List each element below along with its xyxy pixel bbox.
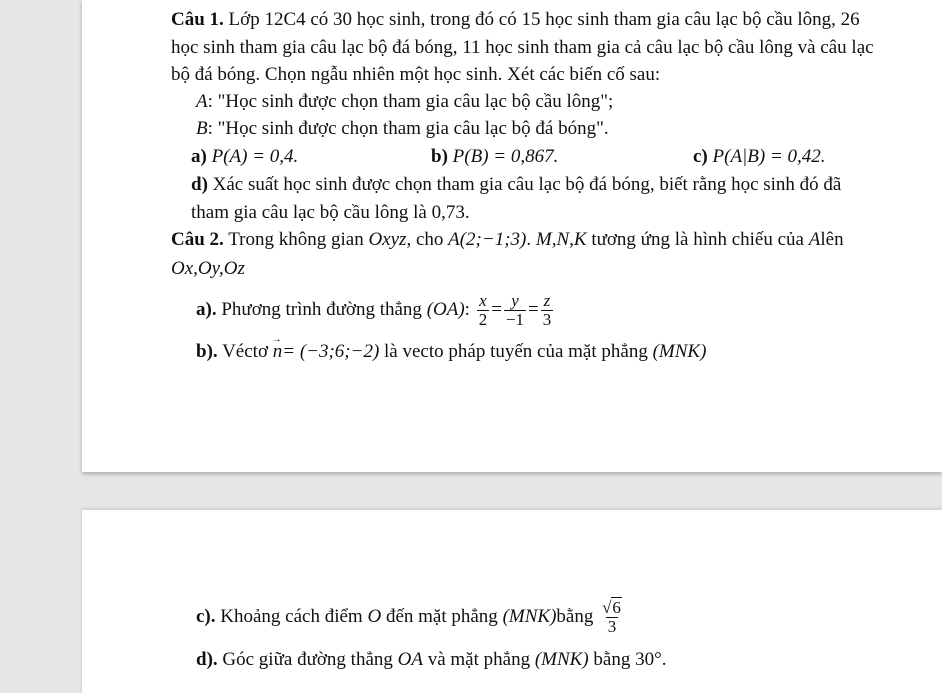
q1-option-d-label: d): [191, 174, 208, 195]
fraction-sqrt6-over-3: [600, 599, 624, 636]
q2-intro-c: .: [526, 229, 532, 250]
q2-option-a-colon: :: [464, 299, 470, 320]
q2-option-b-text-2: là vecto pháp tuyến của mặt phẳng: [384, 341, 648, 362]
q1-option-d-cont: [191, 201, 470, 225]
q2-option-c-label: c).: [196, 606, 216, 627]
q2-mnk: M,N,K: [535, 229, 587, 250]
fraction-y: [504, 292, 526, 329]
event-b-variable: B: [196, 118, 208, 139]
q2-option-c-text-3: bằng: [556, 606, 594, 627]
normal-vector-value: = (−3;6;−2): [282, 341, 380, 362]
q2-axes: Ox,Oy,Oz: [171, 258, 245, 279]
q2-option-d-label: d).: [196, 649, 218, 670]
frac-x-den: 2: [478, 310, 488, 330]
q1-option-a-expr: P(A) = 0,4.: [211, 146, 299, 167]
q1-option-a-label: a): [191, 146, 207, 167]
q2-option-d-plane: (MNK): [534, 649, 589, 670]
q2-line-1: [171, 228, 844, 252]
fraction-x: [477, 292, 490, 329]
frac-z-num: z: [543, 291, 551, 311]
q2-point-a: A: [808, 229, 821, 250]
q1-intro-line-2: học sinh tham gia câu lạc bộ đá bóng, 11 học sinh tham gia cả câu lạc bộ cầu lông và câu lạc: [171, 37, 874, 58]
q2-space: Oxyz: [368, 229, 407, 250]
q2-option-d-angle: 30°: [635, 649, 662, 670]
q2-option-a-line: (OA): [426, 299, 465, 320]
q1-line-2: [171, 36, 874, 60]
frac-sqrt-num: [600, 599, 624, 617]
q2-intro-e: lên: [820, 229, 844, 250]
q2-option-b-label: b).: [196, 341, 218, 362]
q2-intro-b: , cho: [406, 229, 444, 250]
q2-option-a: [196, 290, 555, 330]
sqrt-symbol: √6: [602, 598, 621, 618]
document-page-1: [82, 0, 942, 472]
frac-sqrt-den: 3: [607, 617, 617, 637]
q2-option-b: [196, 340, 706, 364]
q2-option-c-point: O: [367, 606, 382, 627]
equals-2: =: [528, 299, 539, 320]
q1-option-b: [431, 145, 558, 169]
frac-y-num: y: [511, 291, 519, 311]
q1-option-b-label: b): [431, 146, 448, 167]
q1-intro-line-3: bộ đá bóng. Chọn ngẫu nhiên một học sinh. Xét các biến cố sau:: [171, 64, 661, 85]
q2-intro-a: Trong không gian: [228, 229, 364, 250]
q2-option-d-text-1: Góc giữa đường thẳng: [222, 649, 393, 670]
sqrt-radicand: 6: [612, 598, 621, 618]
q2-option-b-plane: (MNK): [652, 341, 707, 362]
q1-option-d-line-1: Xác suất học sinh được chọn tham gia câu lạc bộ đá bóng, biết rằng học sinh đó đã: [212, 174, 842, 195]
normal-vector-n: → n: [273, 340, 283, 364]
q2-option-c-text-2: đến mặt phẳng: [385, 606, 498, 627]
q1-option-b-expr: P(B) = 0,867.: [452, 146, 559, 167]
q2-option-d-text-2: và mặt phẳng: [427, 649, 531, 670]
q2-option-d-text-3: bằng: [593, 649, 631, 670]
frac-y-den: −1: [505, 310, 525, 330]
q2-option-d: [196, 648, 666, 672]
q1-title: Câu 1.: [171, 9, 224, 30]
event-a-text: : "Học sinh được chọn tham gia câu lạc bộ cầu lông";: [207, 91, 614, 112]
q1-option-d: [191, 173, 931, 197]
equals-1: =: [491, 299, 502, 320]
q2-option-c-plane: (MNK): [502, 606, 557, 627]
q1-event-b: [196, 117, 609, 141]
q1-option-c: [693, 145, 826, 169]
q2-point: A(2;−1;3): [448, 229, 527, 250]
q2-option-c: [196, 595, 626, 639]
q1-intro-line-1: Lớp 12C4 có 30 học sinh, trong đó có 15 học sinh tham gia câu lạc bộ cầu lông, 26: [228, 9, 860, 30]
document-page-2: [82, 510, 942, 693]
q2-line-2: [171, 257, 245, 281]
frac-x-num: x: [479, 291, 487, 311]
q2-option-a-label: a).: [196, 299, 217, 320]
event-a-variable: A: [196, 91, 208, 112]
q1-line-1: [171, 8, 908, 32]
q2-intro-d: tương ứng là hình chiếu của: [591, 229, 804, 250]
frac-z-den: 3: [542, 310, 552, 330]
q2-option-d-line: OA: [397, 649, 423, 670]
q1-option-c-expr: P(A|B) = 0,42.: [712, 146, 826, 167]
q2-title: Câu 2.: [171, 229, 224, 250]
q1-option-d-line-2: tham gia câu lạc bộ cầu lông là 0,73.: [191, 202, 470, 223]
q2-option-a-text: Phương trình đường thẳng: [221, 299, 422, 320]
q1-event-a: [196, 90, 613, 114]
q1-option-a: [191, 145, 298, 169]
q2-option-b-text-1: Véctơ: [222, 341, 268, 362]
q2-option-d-end: .: [661, 649, 667, 670]
q1-line-3: [171, 63, 660, 87]
q1-option-c-label: c): [693, 146, 708, 167]
event-b-text: : "Học sinh được chọn tham gia câu lạc bộ đá bóng".: [207, 118, 609, 139]
fraction-z: [541, 292, 554, 329]
q2-option-c-text-1: Khoảng cách điểm: [220, 606, 363, 627]
